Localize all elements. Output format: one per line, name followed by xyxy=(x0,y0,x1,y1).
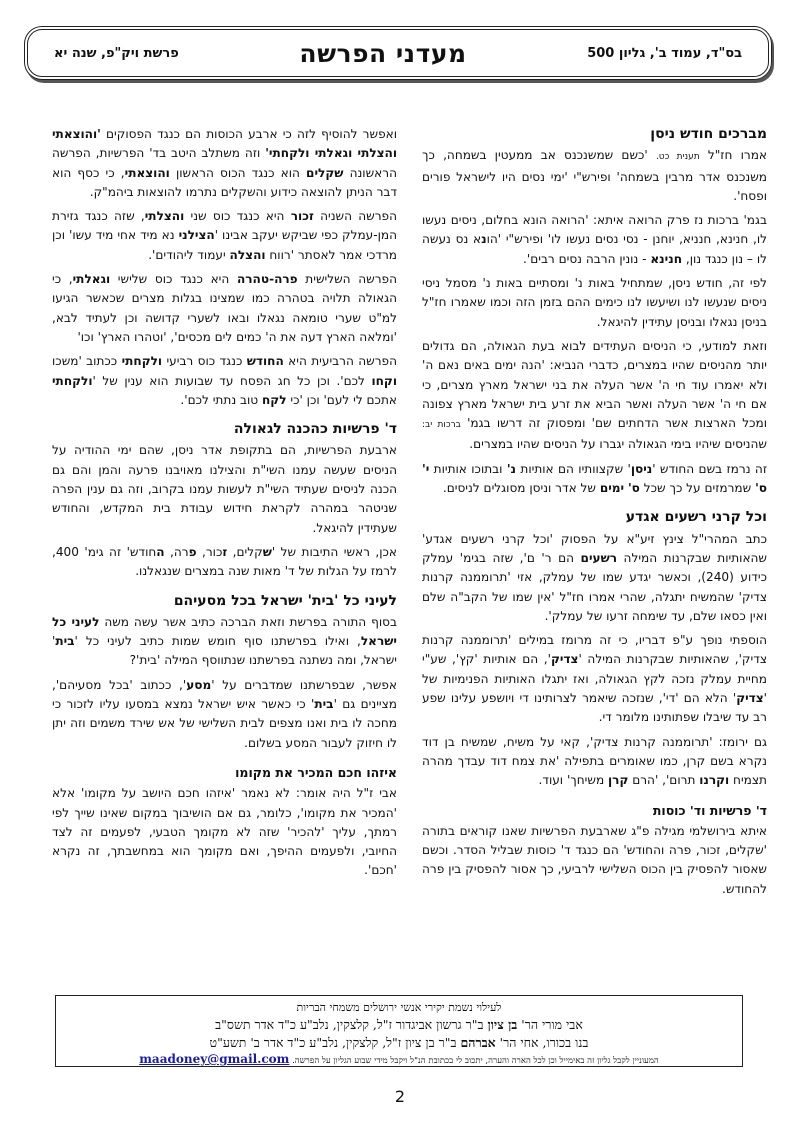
emphasis: פרה-טהרה xyxy=(236,272,298,287)
emphasis: החודש xyxy=(246,354,284,369)
publication-title: מעדני הפרשה xyxy=(299,38,467,68)
dedication-heading: לעילוי נשמת יקירי אנשי ירושלים משמחי הבריות xyxy=(296,1001,502,1014)
section-heading: איזהו חכם המכיר את מקומו xyxy=(235,764,397,780)
emphasis: וקחו xyxy=(371,373,397,388)
paragraph xyxy=(422,146,767,206)
paragraph xyxy=(52,352,397,410)
text-run: הוספתי נופך ע"פ דבריו, כי זה מרומז במילים 'תרוממנה קרנות צדיק', שהאותיות שבקרנות המילה ' xyxy=(422,633,767,667)
text-run: , כי הגאולה תלויה בטהרה כמו שמצינו בגלות מצרים שכאשר הגיעו למ"ט שערי טומאה נגאלו ובאו לשערי קדושה וכן לעתיד לבא, 'ומלאה הארץ דעה את ה' כמים לים מכסים', 'וטהרו הארץ' וכו' xyxy=(52,272,397,344)
emphasis: רשעים xyxy=(580,550,618,565)
text-run: איתא בירושלמי מגילה פ"ג שארבעת הפרשיות שאנו קוראים בתורה 'שקלים, זכור, פרה והחודש' הם כנגד ד' כוסות שבליל הסדר. וכשם שאסור להפסיק בין הכוס השלישי לרביעי, כך אסור להפסיק בין פרה להחודש. xyxy=(422,823,767,896)
text-run: של אדר וניסן מסוגלים לניסים. xyxy=(442,481,600,496)
article-columns xyxy=(52,125,767,970)
text-run: נא מיד אחי מיד עשו' וכן מרדכי אמר לאסתר 'רווח xyxy=(52,228,397,262)
left-column xyxy=(52,125,397,886)
emphasis: והצלתי xyxy=(144,209,185,224)
text-run: אמרו חז"ל xyxy=(699,148,768,163)
emphasis: צדיק xyxy=(736,691,764,706)
text: המעוניין לקבל גליון זה באימייל וכן לכל הארה והערה, יתכוב לי בכתובת הנ"ל ויקבל מידי שבוע הגליון על הפרשה. xyxy=(292,1056,659,1066)
text-run: טוב נתתי לכם'. xyxy=(180,392,262,407)
subscription-note xyxy=(56,1052,742,1068)
emphasis: לקח xyxy=(262,392,287,407)
text-run: היא כנגד כוס שני xyxy=(184,209,291,224)
emphasis: ס' xyxy=(627,481,640,496)
text-run: לפי זה, חודש ניסן, שמתחיל באות נ' ומסתיים באות נ' מסמל ניסי ניסים שנעשו לנו ושיעשו לנו כימים ההם בזמן הזה וכמו שאמרו חז"ל בניסן נגאלו ובניסן עתידין להיגאל. xyxy=(422,276,767,329)
emphasis: ולקחתי xyxy=(52,373,93,388)
email-link[interactable]: maadoney@gmail.com xyxy=(139,1052,290,1066)
text-run: וזאת למודעי, כי הניסים העתידים לבוא בעת הגאולה, הם גדולים יותר מהניסים שהיו במצרים, כדברי הנביא: 'הנה ימים באים נאם ה' ולא יאמרו עוד חי ה' אשר העלה את בני ישראל מארץ מצרים, כי אם חי ה' אשר העלה ואשר הביא את זרע בית ישראל מארץ צפונה ומכל הארצות אשר הדחתים שם' ומפסוק זה דרשו בגמ' xyxy=(422,338,767,431)
text-run: הוא כנגד הכוס הראשון xyxy=(169,165,307,180)
text: ב"ר בן ציון ז"ל, קלצקין, נלב"ע כ"ד אדר ב' תשע"ט xyxy=(209,1035,461,1050)
text-run: כתב המהרי"ל צינץ זיע"א על הפסוק 'וכל קרני רשעים אגדע' שהאותיות שבקרנות המילה xyxy=(422,531,767,565)
paragraph xyxy=(52,207,397,265)
paragraph xyxy=(422,337,767,455)
text-run: היא כנגד כוס שלישי xyxy=(110,272,237,287)
text-run: משיחך' ועוד. xyxy=(538,773,609,788)
paragraph xyxy=(422,530,767,626)
emphasis: חנינא xyxy=(650,251,683,266)
paragraph xyxy=(52,270,397,347)
emphasis: נ' xyxy=(506,461,517,476)
text-run: ואפשר להוסיף לזה כי ארבע הכוסות הם כנגד הפסוקים xyxy=(100,127,397,141)
source-citation: תענית כט. xyxy=(655,152,700,163)
text-run: הפרשה השניה xyxy=(313,209,398,224)
text-run: 'כשם שמשנכנס אב ממעטין בשמחה, כך משנכנס אדר מרבין בשמחה' ופירש"י 'ימי נסים היו לישראל פורים ופסח'. xyxy=(422,148,767,203)
emphasis: מסע xyxy=(186,677,212,692)
text: בנו בכורו, אחי הר' xyxy=(495,1035,589,1050)
emphasis: בית xyxy=(55,634,75,649)
emphasis: ולקחתי xyxy=(121,354,163,369)
paragraph xyxy=(422,274,767,332)
emphasis: שקלים xyxy=(306,165,344,180)
text-run: הם ר' ם', שזה בגימ' עמלק כידוע (240), וכאשר יגדע שמו של עמלק, אזי 'תרוממנה קרנות צדיק' שהמשיח יתגלה, שהרי אמרו חז"ל 'אין שמו של הקב"ה שלם ואין כסאו שלם, עד שימחה זרעו של עמלק'. xyxy=(422,550,767,623)
text: אבי מורי הר' xyxy=(517,1017,583,1032)
section-heading: ד' פרשיות כהכנה לגאולה xyxy=(233,421,397,438)
paragraph xyxy=(52,676,397,753)
text-run: חודש' זה גימ' 400, לרמז על הגלות של ד' מאות שנה במצרים שנגאלנו. xyxy=(52,544,397,579)
text-run: ', ככתוב 'בכל מסעיהם', מציינים גם ' xyxy=(52,677,397,712)
section-heading: מברכים חודש ניסן xyxy=(650,126,767,142)
text-run: אפשר, שבפרשתנו שמדברים על ' xyxy=(211,677,398,692)
emphasis: ניסן xyxy=(630,461,653,476)
text-run: בסוף התורה בפרשת וזאת הברכה כתיב אשר עשה משה xyxy=(99,614,397,629)
section-heading: ד' פרשיות וד' כוסות xyxy=(652,802,767,818)
text-run: כור, xyxy=(196,544,223,559)
text-run: ככתוב 'משכו xyxy=(52,354,122,369)
text-run: רה, xyxy=(164,544,189,559)
text-run: כנגד כוס רביעי xyxy=(162,354,247,369)
text-run: אבי ז"ל היה אומר: לא נאמר 'איזהו חכם היושב על מקומו' אלא 'המכיר את מקומו', כלומר, גם אם הושיבוך במקום שאינו שייך לפי רמתך, עליך 'להכיר' שזה לא מקומך הטבעי, לפעמים זה לצד החיובי, ולפעמים ההיפך, ואם מקומך הוא במחשבתך, זה נקרא 'חכם'. xyxy=(52,786,397,878)
source-citation: ברכות יב: xyxy=(422,420,461,431)
text-run: וזה משתלב היטב בד' הפרשיות, הפרשה הראשונה xyxy=(52,146,397,180)
page-number: 2 xyxy=(394,1087,406,1106)
dedication-line-brother xyxy=(56,1034,742,1052)
emphasis: צדיק xyxy=(550,652,579,667)
paragraph xyxy=(422,211,767,269)
emphasis: הצילני xyxy=(178,228,215,243)
text-run: בגמ' ברכות נז פרק הרואה איתא: 'הרואה הונא בחלום, ניסים נעשו לו, חנינא, חנניא, יוחנן - נסי נסים נעשו לו' ופירש"י 'הו xyxy=(422,213,767,247)
emphasis: ז xyxy=(222,544,228,559)
right-column xyxy=(422,125,767,904)
text-run: קלים, xyxy=(227,544,263,559)
name-bold: אברהם xyxy=(460,1035,496,1050)
paragraph xyxy=(52,441,397,537)
emphasis: וקרנו xyxy=(699,773,730,788)
paragraph xyxy=(52,125,397,202)
issue-info: בס"ד, עמוד ב', גליון 500 xyxy=(587,45,742,61)
paragraph xyxy=(52,784,397,880)
text-run: זה נרמז בשם החודש ' xyxy=(652,461,768,476)
text-run: ובתוכו אותיות xyxy=(429,461,507,476)
paragraph xyxy=(52,613,397,671)
paragraph xyxy=(422,631,767,727)
name-bold: בן ציון xyxy=(487,1017,518,1032)
text-run: , כי כסף הוא דבר הניתן להוצאה כידוע והשקלים נתרמו להוצאות ביהמ"ק. xyxy=(52,165,397,199)
section-heading: לעיני כל 'בית' ישראל בכל מסעיהם xyxy=(173,592,397,609)
text-run: ' הלא הם 'די', שנזכה שיאמר לצרותינו די ויושפע עלינו שפע רב עד שיבלו שפתותינו מלומר די. xyxy=(422,691,767,725)
text: ב"ר גרשון אביגדור ז"ל, קלצקין, נלב"ע כ"ד אדר תשס"ב xyxy=(215,1017,488,1032)
emphasis: ה xyxy=(156,544,165,559)
dedication-line-father xyxy=(56,1016,742,1034)
emphasis: בית xyxy=(314,697,334,712)
text-run: הפרשה השלישית xyxy=(297,272,397,287)
emphasis: פ xyxy=(188,544,197,559)
emphasis: וגאלתי xyxy=(72,272,111,287)
text-run: ' שקצוותיו הם אותיות xyxy=(516,461,631,476)
emphasis: ש xyxy=(262,544,272,559)
text-run: הפרשה הרביעית היא xyxy=(283,354,397,369)
text-run: שמרמזים על כך שכל xyxy=(639,481,756,496)
emphasis: 'והוצאתי והצלתי וגאלתי ולקחתי' xyxy=(52,127,397,161)
dedication-box xyxy=(55,995,743,1067)
emphasis: זכור xyxy=(290,209,314,224)
text-run: אכן, ראשי התיבות של ' xyxy=(271,544,397,559)
paragraph xyxy=(52,543,397,582)
text-run: שהניסים שיהיו בימי הגאולה יגברו על הניסים שהיו במצרים. xyxy=(469,437,767,452)
text-run: ארבעת הפרשיות, הם בתקופת אדר ניסן, שהם ימי ההודיה על הניסים שעשה עמנו השי"ת והצילנו מאויבנו פרעה והמן והם גם הכנה לניסים שעתיד השי"ת לעשות עמנו בקרוב, וזה גם ענין הפרה שניטהר במהרה לקראת חידוש עבודת בית המקדש, והחודש שעתידין להיגאל. xyxy=(52,443,397,535)
paragraph xyxy=(422,733,767,791)
emphasis: לעיני כל ישראל xyxy=(52,614,397,649)
text-run: ' ישראל, ומה נשתנה בפרשתנו שנתווסף המילה 'בית'? xyxy=(52,634,397,668)
text-run: - נונין הרבה נסים רבים'. xyxy=(523,251,651,266)
text-run: גם ירומז: 'תרוממנה קרנות צדיק', קאי על משיח, שמשיח בן דוד נקרא בשם קרן, כמו שאומרים בתפילה 'את צמח דוד עבדך מהרה תצמיח xyxy=(422,734,767,788)
emphasis: י' ס' xyxy=(422,461,767,496)
masthead xyxy=(24,26,772,80)
text-run: , שזה כנגד גזירת המן-עמלק כפי שביקש יעקב אבינו ' xyxy=(52,209,398,243)
emphasis: והצלה xyxy=(229,247,266,262)
text-run: , ואילו בפרשתנו סוף חומש שמות כתיב לעיני כל ' xyxy=(74,634,361,649)
section-heading: וכל קרני רשעים אגדע xyxy=(625,509,767,526)
text-run: א נס נעשה לו – נון כנגד נון, xyxy=(422,232,767,266)
paragraph xyxy=(422,460,767,499)
text-run: אתכם לי לעם' וכן 'כי xyxy=(286,392,397,407)
text-run: ' כי כאשר איש ישראל נמצא במסעו עליו לזכור כי מחכה לו בית ואנו מצפים לבית השלישי של אש שירד משמים וזה יתן לו חיזוק לעבור המסע בשלום. xyxy=(52,697,397,750)
emphasis: קרן xyxy=(608,773,629,788)
parsha-info: פרשת ויק"פ, שנה יא xyxy=(54,45,179,61)
emphasis: ימים xyxy=(599,481,625,496)
emphasis: נ xyxy=(481,232,487,247)
text-run: לכם'. וכן כל חג הפסח עד שבועות הוא ענין של ' xyxy=(92,373,372,388)
paragraph xyxy=(422,822,767,899)
text-run: תרום', 'הרם xyxy=(628,773,700,788)
text-run: יעמוד ליהודים'. xyxy=(148,247,230,262)
text-run: ', הם אותיות 'קץ', שע"י מחיית עמלק נזכה לקץ הגאולה, ואז יתגלו האותיות הפנימיות של ' xyxy=(422,652,767,706)
emphasis: והוצאתי xyxy=(124,165,170,180)
